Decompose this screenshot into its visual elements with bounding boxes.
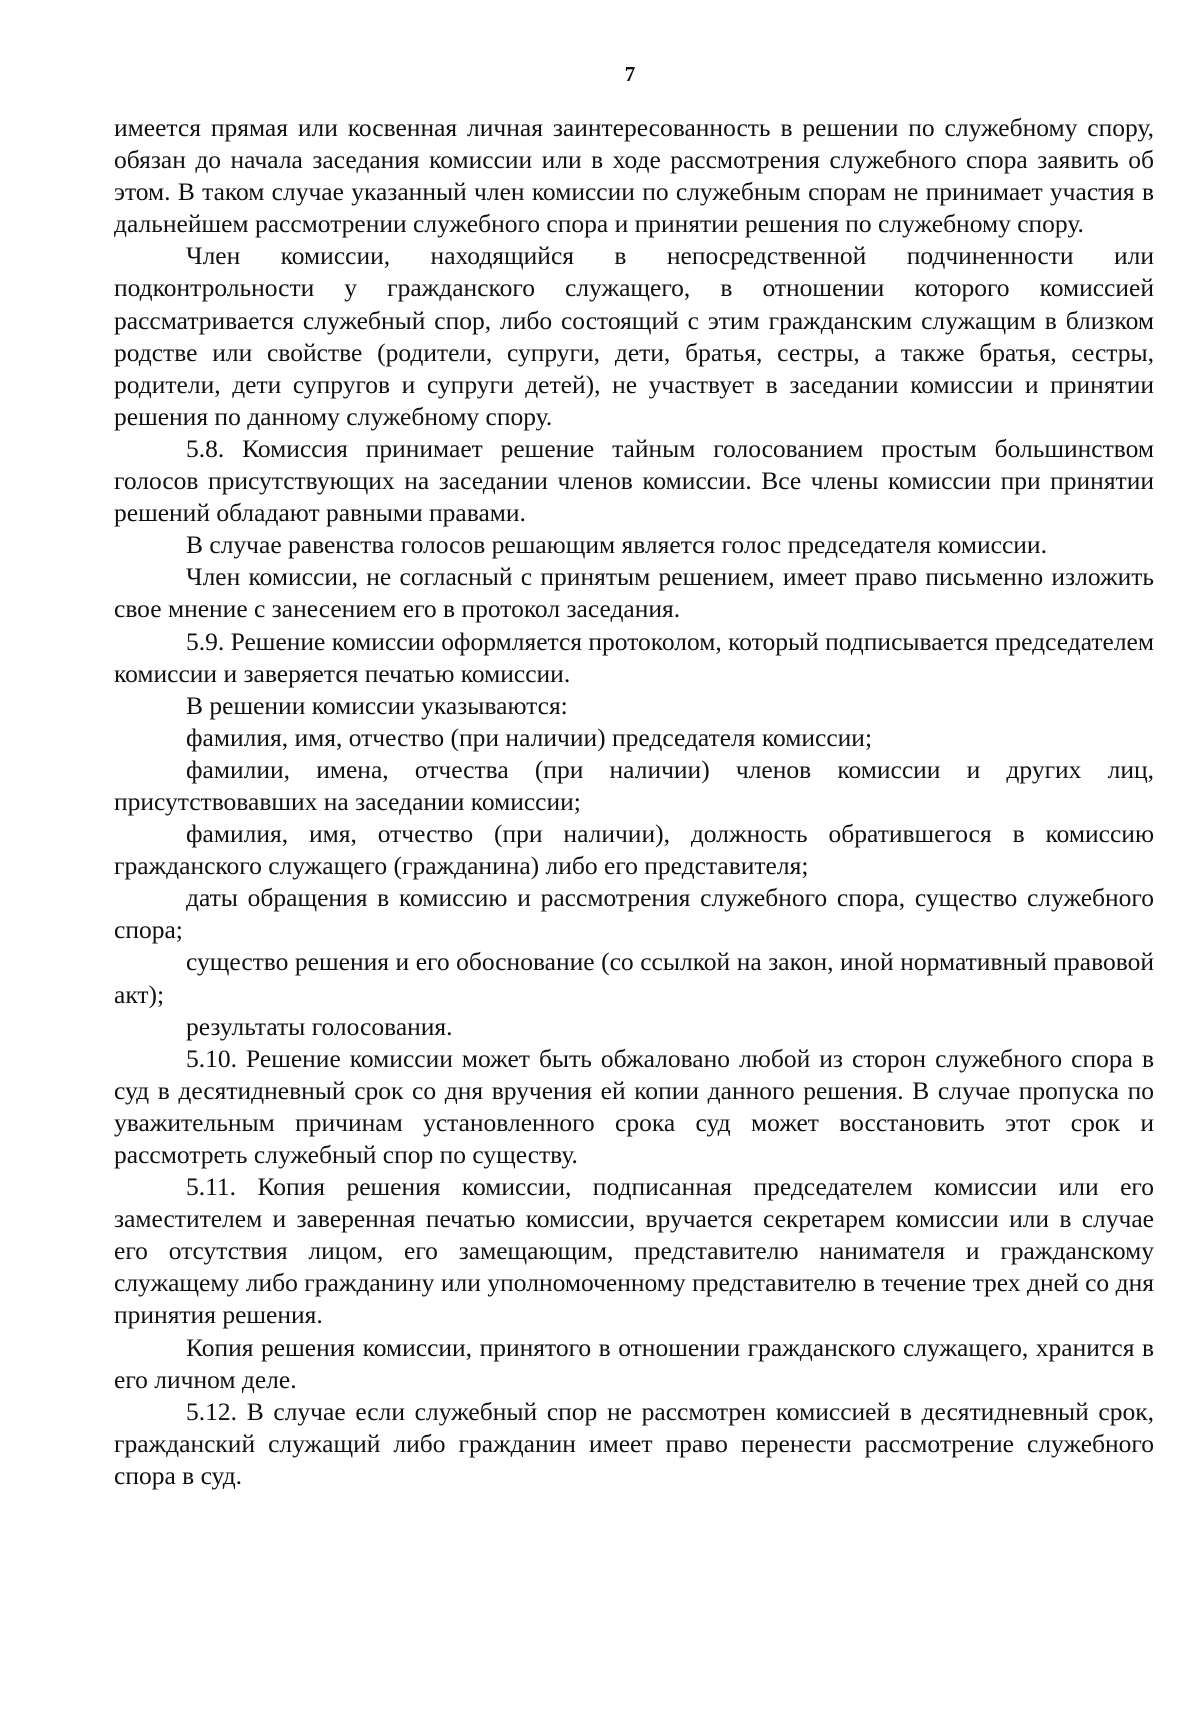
paragraph-dissent: Член комиссии, не согласный с принятым решением, имеет право письменно изложить свое мнение с занесением его в протокол заседания. <box>114 562 1154 624</box>
list-item-voting-results: результаты голосования. <box>186 1011 453 1041</box>
list-item-decision-essence: существо решения и его обоснование (со ссылкой на закон, иной нормативный правовой акт); <box>114 947 1154 1009</box>
paragraph-5-8: 5.8. Комиссия принимает решение тайным голосованием простым большинством голосов присутствующих на заседании членов комиссии. Все члены комиссии при принятии решений обладают равными правами. <box>114 433 1154 528</box>
list-item-applicant: фамилия, имя, отчество (при наличии), должность обратившегося в комиссию гражданского служащего (гражданина) либо его представителя; <box>114 819 1154 881</box>
page-number: 7 <box>624 62 636 86</box>
list-item-members: фамилии, имена, отчества (при наличии) членов комиссии и других лиц, присутствовавших на заседании комиссии; <box>114 754 1154 816</box>
paragraph-decision-contents-intro: В решении комиссии указываются: <box>186 690 568 720</box>
paragraph-5-12: 5.12. В случае если служебный спор не рассмотрен комиссией в десятидневный срок, гражданский служащий либо гражданин имеет право перенести рассмотрение служебного спора в суд. <box>114 1396 1154 1490</box>
paragraph-5-10: 5.10. Решение комиссии может быть обжаловано любой из сторон служебного спора в суд в десятидневный срок со дня вручения ей копии данного решения. В случае пропуска по уважительным причинам установленного срока суд может восстановить этот срок и рассмотреть служебный спор по существу. <box>114 1043 1154 1169</box>
list-item-dates: даты обращения в комиссию и рассмотрения служебного спора, существо служебного спора; <box>114 883 1154 945</box>
document-body <box>114 112 1154 1492</box>
list-item-chairman: фамилия, имя, отчество (при наличии) председателя комиссии; <box>186 722 873 752</box>
paragraph-5-9: 5.9. Решение комиссии оформляется протоколом, который подписывается председателем комиссии и заверяется печатью комиссии. <box>114 626 1154 688</box>
paragraph-5-11: 5.11. Копия решения комиссии, подписанная председателем комиссии или его заместителем и заверенная печатью комиссии, вручается секретарем комиссии или в случае его отсутствия лицом, его замещающим, представителю нанимателя и гражданскому служащему либо гражданину или уполномоченному представителю в течение трех дней со дня принятия решения. <box>114 1172 1154 1330</box>
paragraph-copy-storage: Копия решения комиссии, принятого в отношении гражданского служащего, хранится в его личном деле. <box>114 1332 1154 1394</box>
paragraph-tie-vote: В случае равенства голосов решающим является голос председателя комиссии. <box>186 530 1047 560</box>
paragraph-continuation: имеется прямая или косвенная личная заинтересованность в решении по служебному спору, обязан до начала заседания комиссии или в ходе рассмотрения служебного спора заявить об этом. В таком случае указанный член комиссии по служебным спорам не принимает участия в дальнейшем рассмотрении служебного спора и принятии решения по служебному спору. <box>114 113 1154 239</box>
paragraph-member-subordination: Член комиссии, находящийся в непосредственной подчиненности или подконтрольности у гражданского служащего, в отношении которого комиссией рассматривается служебный спор, либо состоящий с этим гражданским служащим в близком родстве или свойстве (родители, супруги, дети, братья, сестры, а также братья, сестры, родители, дети супругов и супруги детей), не участвует в заседании комиссии и принятии решения по данному служебному спору. <box>114 241 1154 431</box>
